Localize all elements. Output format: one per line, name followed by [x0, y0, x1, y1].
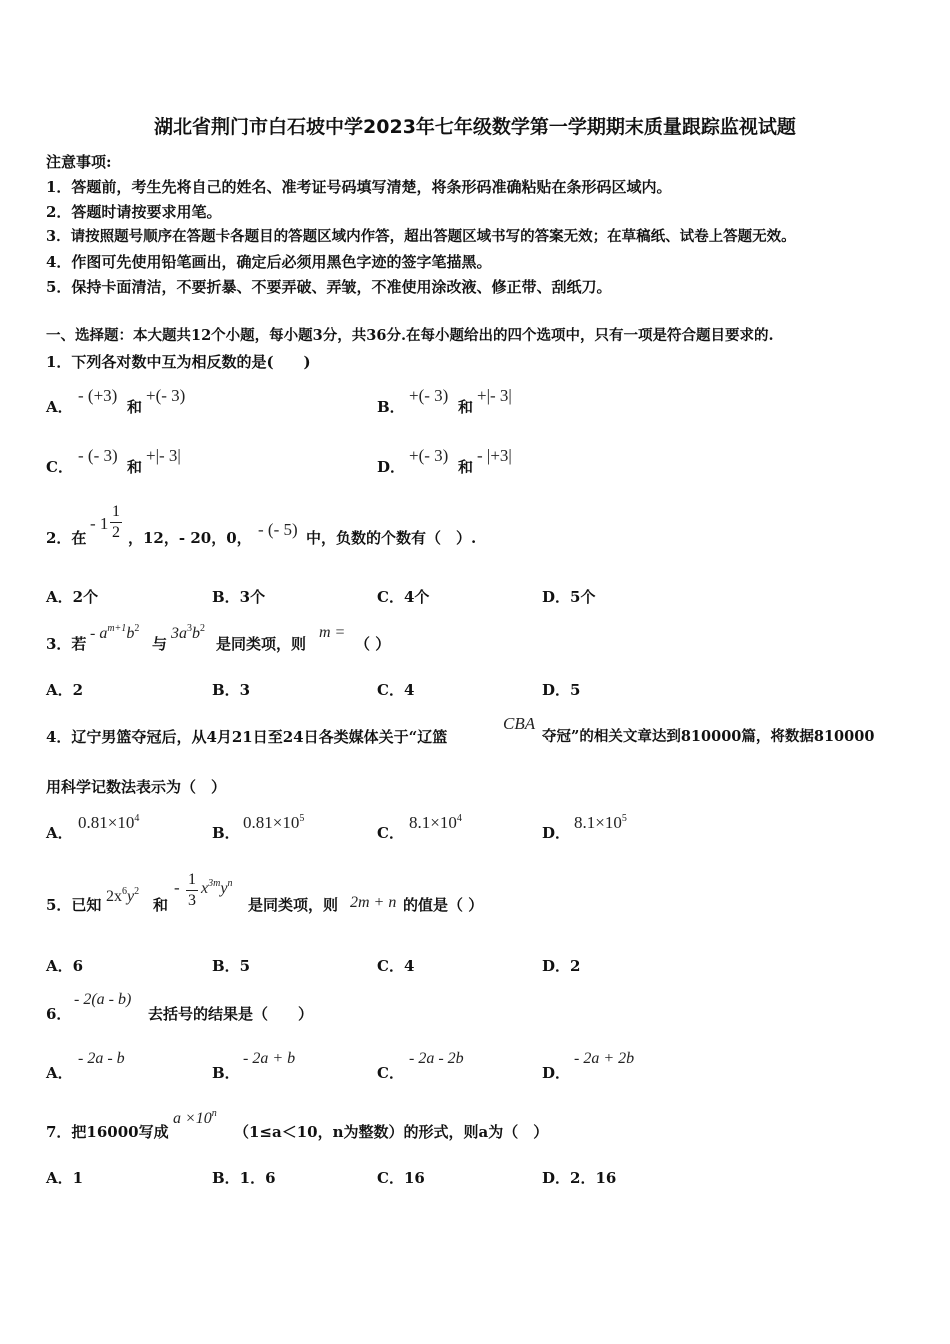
- q5-term2: $x^{3m}y^n$: [201, 878, 233, 897]
- q2-expr: - (- 5): [258, 520, 298, 539]
- q7-option-d: D．2．16: [542, 1169, 617, 1187]
- fraction-bar: [110, 522, 122, 523]
- q1-option-c-math1: - (- 3): [78, 446, 118, 465]
- q5-and: 和: [153, 896, 169, 914]
- q2-prefix: 2．在: [46, 529, 87, 547]
- q1-option-c-and: 和: [127, 458, 143, 476]
- notice-item: 3．请按照题号顺序在答题卡各题目的答题区域内作答，超出答题区域书写的答案无效；在草稿纸、试卷上答题无效。: [46, 228, 796, 245]
- q6-option-d-math: - 2a + 2b: [574, 1050, 635, 1067]
- q2-list: ，12，- 20，0，: [128, 529, 252, 547]
- q2-mixed-whole: - 1: [90, 514, 109, 533]
- q7-option-b: B．1．6: [212, 1169, 276, 1187]
- q5-fraction: [186, 871, 198, 910]
- q7-option-a: A．1: [46, 1169, 84, 1187]
- q6-prefix: 6．: [46, 1005, 72, 1023]
- question-1-stem: 1．下列各对数中互为相反数的是( ): [46, 353, 311, 371]
- q1-option-c-math2: +|- 3|: [146, 446, 181, 465]
- notice-item: 2．答题时请按要求用笔。: [46, 203, 222, 221]
- q3-option-d: D．5: [542, 681, 581, 699]
- q1-option-d-math1: +(- 3): [409, 446, 449, 465]
- q3-option-c: C．4: [377, 681, 415, 699]
- q2-option-d: D．5个: [542, 588, 596, 606]
- q4-text-start: 4．辽宁男篮夺冠后，从4月21日至24日各类媒体关于“辽篮: [46, 728, 448, 746]
- q3-option-b: B．3: [212, 681, 251, 699]
- q5-end: 的值是（ ）: [403, 896, 484, 914]
- q1-option-c-label: C．: [46, 458, 73, 476]
- q6-option-b-label: B．: [212, 1064, 240, 1082]
- q6-option-a-label: A．: [46, 1064, 73, 1082]
- q4-option-c-label: C．: [377, 824, 404, 842]
- q5-option-a: A．6: [46, 957, 84, 975]
- q1-option-d-and: 和: [458, 458, 474, 476]
- q2-fraction-denominator: 2: [112, 524, 120, 541]
- q5-prefix: 5．已知: [46, 896, 102, 914]
- q3-option-a: A．2: [46, 681, 84, 699]
- q1-option-a-math2: +(- 3): [146, 386, 186, 405]
- q3-end: （ ）: [355, 635, 391, 653]
- fraction-bar: [186, 890, 198, 891]
- q1-option-b-and: 和: [458, 398, 474, 416]
- q3-term2: $3a^3b^2$: [171, 623, 205, 642]
- q1-option-b-math1: +(- 3): [409, 386, 449, 405]
- q1-option-d-math2: - |+3|: [477, 446, 512, 465]
- q1-option-a-label: A．: [46, 398, 73, 416]
- q6-option-c-label: C．: [377, 1064, 404, 1082]
- q4-option-b-math: $0.81\times 10^5$: [243, 813, 305, 832]
- notice-item: 1．答题前，考生先将自己的姓名、准考证号码填写清楚，将条形码准确粘贴在条形码区域内。: [46, 178, 672, 196]
- q1-option-a-math1: - (+3): [78, 386, 118, 405]
- q4-option-a-math: $0.81\times 10^4$: [78, 813, 140, 832]
- q1-option-b-label: B．: [377, 398, 405, 416]
- q2-option-b: B．3个: [212, 588, 266, 606]
- q5-option-c: C．4: [377, 957, 415, 975]
- q5-term1: $2x^6y^2$: [106, 886, 140, 905]
- q5-expr: 2m + n: [350, 894, 397, 911]
- q3-with: 与: [152, 635, 168, 653]
- q5-fraction-numerator: 1: [188, 871, 196, 888]
- section-heading: 一、选择题：本大题共12个小题，每小题3分，共36分.在每小题给出的四个选项中，只有一项是符合题目要求的.: [46, 327, 774, 344]
- q1-option-d-label: D．: [377, 458, 406, 476]
- q2-suffix: 中，负数的个数有（ ）.: [306, 529, 477, 547]
- q4-option-a-label: A．: [46, 824, 73, 842]
- q3-term1: - $a^{m+1}b^2$: [90, 623, 140, 642]
- q4-cba: CBA: [503, 714, 536, 733]
- page-title: 湖北省荆门市白石坡中学2023年七年级数学第一学期期末质量跟踪监视试题: [154, 116, 796, 138]
- q6-option-c-math: - 2a - 2b: [409, 1050, 464, 1067]
- q7-text: （1≤a＜10，n为整数）的形式，则a为（ ）: [234, 1123, 549, 1141]
- q4-text-end: 夺冠”的相关文章达到810000篇，将数据810000: [542, 728, 875, 745]
- q4-line2: 用科学记数法表示为（ ）: [46, 778, 227, 796]
- q7-prefix: 7．把16000写成: [46, 1123, 169, 1141]
- q4-option-d-label: D．: [542, 824, 571, 842]
- q5-fraction-denominator: 3: [188, 892, 196, 909]
- q2-fraction: [110, 503, 122, 542]
- q6-text: 去括号的结果是（ ）: [148, 1005, 314, 1023]
- q3-text: 是同类项，则: [216, 635, 307, 653]
- q4-option-b-label: B．: [212, 824, 240, 842]
- q2-option-a: A．2个: [46, 588, 99, 606]
- notice-item: 5．保持卡面清洁，不要折暴、不要弄破、弄皱，不准使用涂改液、修正带、刮纸刀。: [46, 278, 612, 296]
- q2-option-c: C．4个: [377, 588, 430, 606]
- q6-option-d-label: D．: [542, 1064, 571, 1082]
- q5-neg: -: [174, 878, 180, 897]
- q1-option-a-and: 和: [127, 398, 143, 416]
- notice-heading: 注意事项:: [46, 153, 112, 171]
- q5-text: 是同类项，则: [248, 896, 339, 914]
- q6-expr: - 2(a - b): [74, 991, 132, 1008]
- q4-option-c-math: $8.1\times 10^4$: [409, 813, 462, 832]
- q1-option-b-math2: +|- 3|: [477, 386, 512, 405]
- q4-option-d-math: $8.1\times 10^5$: [574, 813, 627, 832]
- q7-option-c: C．16: [377, 1169, 425, 1187]
- q5-option-b: B．5: [212, 957, 251, 975]
- q6-option-a-math: - 2a - b: [78, 1050, 125, 1067]
- q3-eq: m =: [319, 624, 346, 641]
- q2-fraction-numerator: 1: [112, 503, 120, 520]
- q6-option-b-math: - 2a + b: [243, 1050, 296, 1067]
- q7-expr: $a \times 10^n$: [173, 1108, 217, 1127]
- q5-option-d: D．2: [542, 957, 581, 975]
- q3-prefix: 3．若: [46, 635, 87, 653]
- notice-item: 4．作图可先使用铅笔画出，确定后必须用黑色字迹的签字笔描黑。: [46, 253, 492, 271]
